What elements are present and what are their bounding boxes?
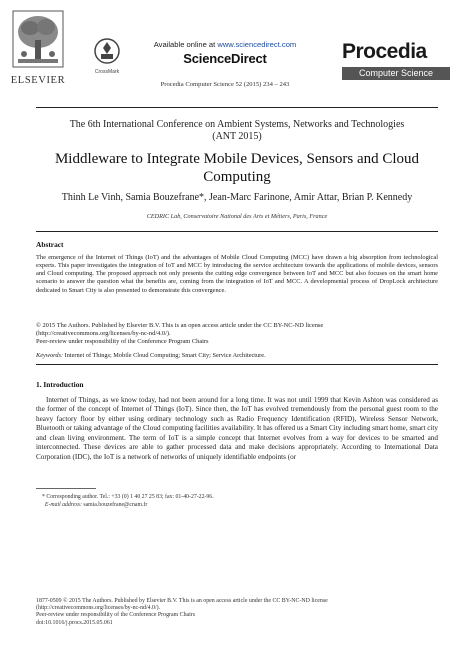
publisher-name: ELSEVIER (10, 75, 66, 86)
copyright-line-3: Peer-review under responsibility of the Conference Program Chairs (36, 338, 209, 346)
header-center (120, 40, 330, 88)
footnote-divider (36, 488, 96, 489)
abstract-divider-top (36, 231, 438, 232)
elsevier-tree-icon (12, 10, 64, 68)
abstract-heading: Abstract (36, 240, 64, 249)
sciencedirect-logo: ScienceDirect (183, 51, 267, 66)
abstract-text: The emergence of the Internet of Things (IoT) and the advantages of Mobile Cloud Computing (MCC) have drawn a big absorption from technological experts. This paper investigates the integration of IoT and MCC by introducing the service architecture towards the applications of mobile devices, sensors and Cloud computing. The proposed approach not only presents the cutting edge convergence between IoT and MCC but also focuses on the smart home scenario to answer the question what the benefits are, coming from the integration of IoT and MCC. A developmental process of DropLock architecture dedicated to Smart City is also presented to demonstrate this convergence. (36, 254, 438, 294)
conference-name (40, 119, 434, 143)
keywords (36, 352, 438, 359)
paper-affiliation: CEDRIC Lab, Conservatoire National des Arts et Métiers, Paris, France (146, 213, 328, 220)
keywords-list: Internet of Things; Mobile Cloud Computing; Smart City; Service Architecture. (63, 352, 266, 359)
introduction-heading: 1. Introduction (36, 380, 84, 389)
crossmark-label: CrossMark (94, 69, 120, 75)
bottom-line-3: Peer-review under responsibility of the Conference Program Chairs (36, 612, 196, 619)
conference-line-1: The 6th International Conference on Ambient Systems, Networks and Technologies (69, 119, 405, 130)
paper-authors: Thinh Le Vinh, Samia Bouzefrane*, Jean-Marc Farinone, Amir Attar, Brian P. Kennedy (61, 192, 413, 203)
corresponding-author: * Corresponding author. Tel.: +33 (0) 1 40 27 25 83; fax: 01-40-27-22-96. (42, 494, 214, 500)
abstract-divider-bottom (36, 364, 438, 365)
footnote (42, 493, 432, 509)
copyright-notice (36, 322, 438, 346)
bottom-line-2[interactable]: (http://creativecommons.org/licenses/by-nc-nd/4.0/). (36, 605, 161, 612)
available-prefix: Available online at (153, 40, 218, 49)
sciencedirect-link[interactable]: www.sciencedirect.com (217, 40, 297, 49)
email-line (42, 501, 432, 509)
computer-science-bar: Computer Science (342, 67, 450, 80)
introduction-text: Internet of Things, as we know today, had not been around for a long time. It was not until 1999 that Kevin Ashton was considered as the former of the concept of Internet of Things (IoT). Since then, the IoT has evolved tremendously from the personal guest room to the heavy factory floor by either using ordinary technology such as Radio Frequency Identification (RFID), Wireless Sensor Network, Bluetooth or taking advantage of the Cloud computing facilities availability. It has offered us a Smart City including smart home, smart city and clean living environment. The term of IoT is a simple concept that Internet evolves from a way for devices to be smarted and interconnected. These devices are able to gather processed data and make decisions appropriately. According to International Data Corporation (IDC), the IoT is a network of networks of uniquely identifiable endpoints (or (36, 396, 439, 461)
copyright-line-2[interactable]: (http://creativecommons.org/licenses/by-nc-nd/4.0/). (36, 330, 171, 338)
conference-line-2: (ANT 2015) (212, 131, 262, 142)
keywords-label: Keywords: (36, 352, 64, 359)
bottom-line-1: 1877-0509 © 2015 The Authors. Published by Elsevier B.V. This is an open access article under the CC BY-NC-ND license (36, 598, 328, 604)
header-divider (36, 107, 438, 108)
crossmark-icon (94, 38, 120, 64)
available-online (120, 40, 330, 49)
journal-reference: Procedia Computer Science 52 (2015) 234 – 243 (160, 81, 290, 88)
procedia-logo (342, 40, 450, 80)
copyright-line-1: © 2015 The Authors. Published by Elsevier B.V. This is an open access article under the CC BY-NC-ND license (36, 322, 324, 329)
procedia-title: Procedia (342, 40, 427, 63)
doi[interactable]: doi:10.1016/j.procs.2015.05.061 (36, 619, 113, 626)
email-address[interactable]: samia.bouzefrane@cnam.fr (81, 502, 148, 508)
paper-title: Middleware to Integrate Mobile Devices, Sensors and Cloud Computing (54, 151, 420, 185)
bottom-license (36, 598, 438, 627)
crossmark-logo[interactable] (90, 38, 124, 75)
email-label: E-mail address: (44, 502, 82, 508)
elsevier-logo (8, 10, 68, 86)
